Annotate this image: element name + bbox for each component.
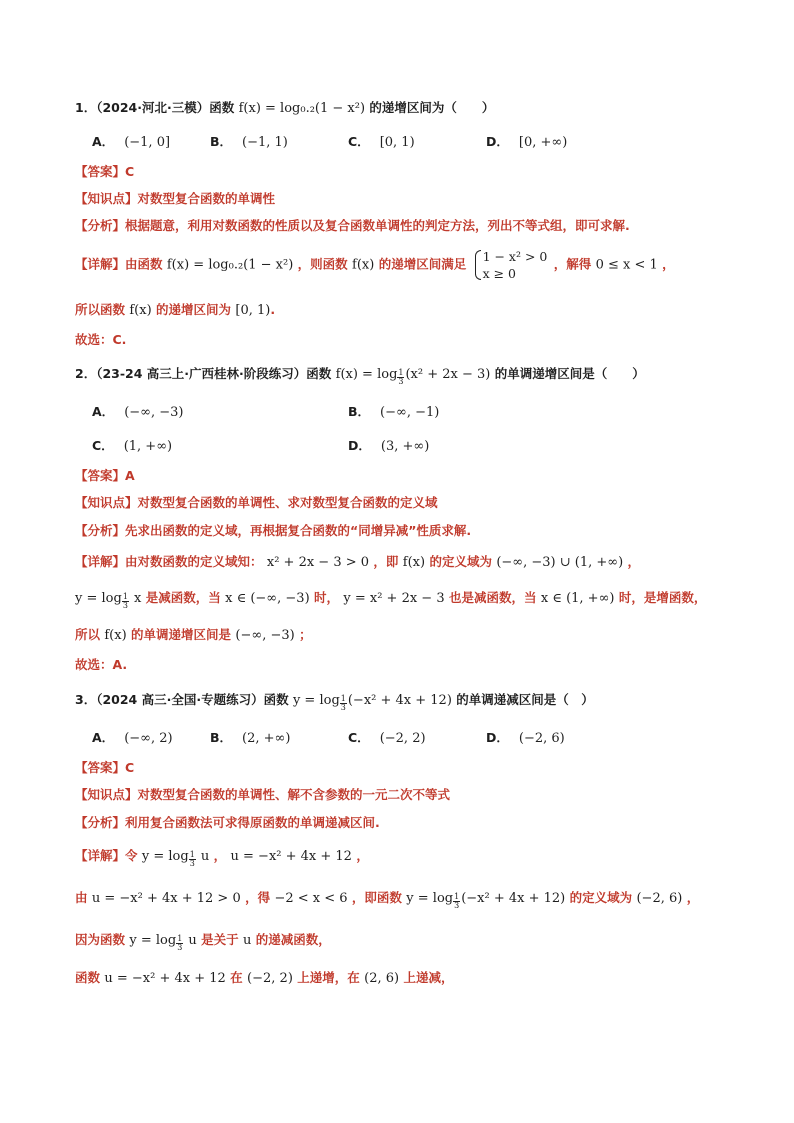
q1-stem-text: 1．（2024·河北·三模）函数 [75,100,235,115]
q2-knowledge: 【知识点】对数型复合函数的单调性、求对数型复合函数的定义域 [75,495,438,510]
q1-choice: 故选：C. [75,332,127,347]
q3-detail-line3: 因为函数 y = log $\frac{1}{3}$ u 是关于 u 的递减函数， [75,932,331,952]
q3-detail-line2: 由 u = −x² + 4x + 12 > 0 ，得 −2 < x < 6 ，即函数 y = log $\frac{1}{3}$ (−x² + 4x + 12) 的定义域为 (−2, 6) ， [75,890,700,910]
q2-option-b[interactable]: B． (−∞, −1) [348,404,440,420]
q1-answer: 【答案】C [75,164,135,179]
q2-stem: 2．（23-24 高三上·广西桂林·阶段练习）函数 f(x) = log $\frac{1}{3}$ (x² + 2x − 3) 的单调递增区间是（ ） [75,366,645,386]
q1-option-a[interactable]: A． (−1, 0] [92,134,171,150]
q3-option-a[interactable]: A． (−∞, 2) [92,730,173,746]
q2-answer: 【答案】A [75,468,135,483]
q1-option-b[interactable]: B． (−1, 1) [210,134,288,150]
q2-option-a[interactable]: A． (−∞, −3) [92,404,184,420]
q1-detail: 【详解】由函数 f(x) = log₀.₂(1 − x²) ，则函数 f(x) 的递增区间满足 1 − x² > 0 x ≥ 0 ，解得 0 ≤ x < 1 ， [75,249,675,281]
q1-inequality-system: 1 − x² > 0 x ≥ 0 [473,248,548,282]
q3-stem: 3．（2024 高三·全国·专题练习）函数 y = log $\frac{1}{3}$ (−x² + 4x + 12) 的单调递减区间是（ ） [75,692,594,712]
q3-answer: 【答案】C [75,760,135,775]
q1-function-expr: f(x) = log₀.₂(1 − x²) [238,101,366,116]
q3-function-expr: y = log $\frac{1}{3}$ (−x² + 4x + 12) [292,693,452,712]
q2-option-d[interactable]: D． (3, +∞) [348,438,430,454]
q1-analysis: 【分析】根据题意，利用对数函数的性质以及复合函数单调性的判定方法，列出不等式组，即可求解. [75,218,630,233]
q1-option-d[interactable]: D． [0, +∞) [486,134,568,150]
q3-detail: 【详解】令 y = log $\frac{1}{3}$ u ， u = −x² + 4x + 12 ， [75,848,369,868]
q3-option-b[interactable]: B． (2, +∞) [210,730,291,746]
q2-function-expr: f(x) = log $\frac{1}{3}$ (x² + 2x − 3) [335,367,491,386]
q2-analysis: 【分析】先求出函数的定义域，再根据复合函数的“同增异减”性质求解. [75,523,472,538]
q3-option-d[interactable]: D． (−2, 6) [486,730,565,746]
q1-option-c[interactable]: C． [0, 1) [348,134,415,150]
q1-stem [75,98,494,119]
q2-detail: 【详解】由对数函数的定义域知： x² + 2x − 3 > 0 ，即 f(x) 的定义域为 (−∞, −3) ∪ (1, +∞) ， [75,554,641,570]
q3-analysis: 【分析】利用复合函数法可求得原函数的单调递减区间. [75,815,380,830]
q2-conclusion: 所以 f(x) 的单调递增区间是 (−∞, −3) ； [75,627,312,643]
q1-conclusion: 所以函数 f(x) 的递增区间为 [0, 1). [75,302,276,318]
q2-detail-line2: y = log $\frac{1}{3}$ x 是减函数，当 x ∈ (−∞, −3) 时， y = x² + 2x − 3 也是减函数，当 x ∈ (1, +∞) 时，是增函数， [75,590,707,610]
q1-knowledge: 【知识点】对数型复合函数的单调性 [75,191,276,206]
q3-detail-line4: 函数 u = −x² + 4x + 12 在 (−2, 2) 上递增，在 (2, 6) 上递减， [75,970,454,986]
q2-choice: 故选：A. [75,657,128,672]
q1-stem-tail: 的递增区间为（ ） [369,100,495,115]
q2-option-c[interactable]: C． (1, +∞) [92,438,173,454]
q3-option-c[interactable]: C． (−2, 2) [348,730,426,746]
q3-knowledge: 【知识点】对数型复合函数的单调性、解不含参数的一元二次不等式 [75,787,451,802]
